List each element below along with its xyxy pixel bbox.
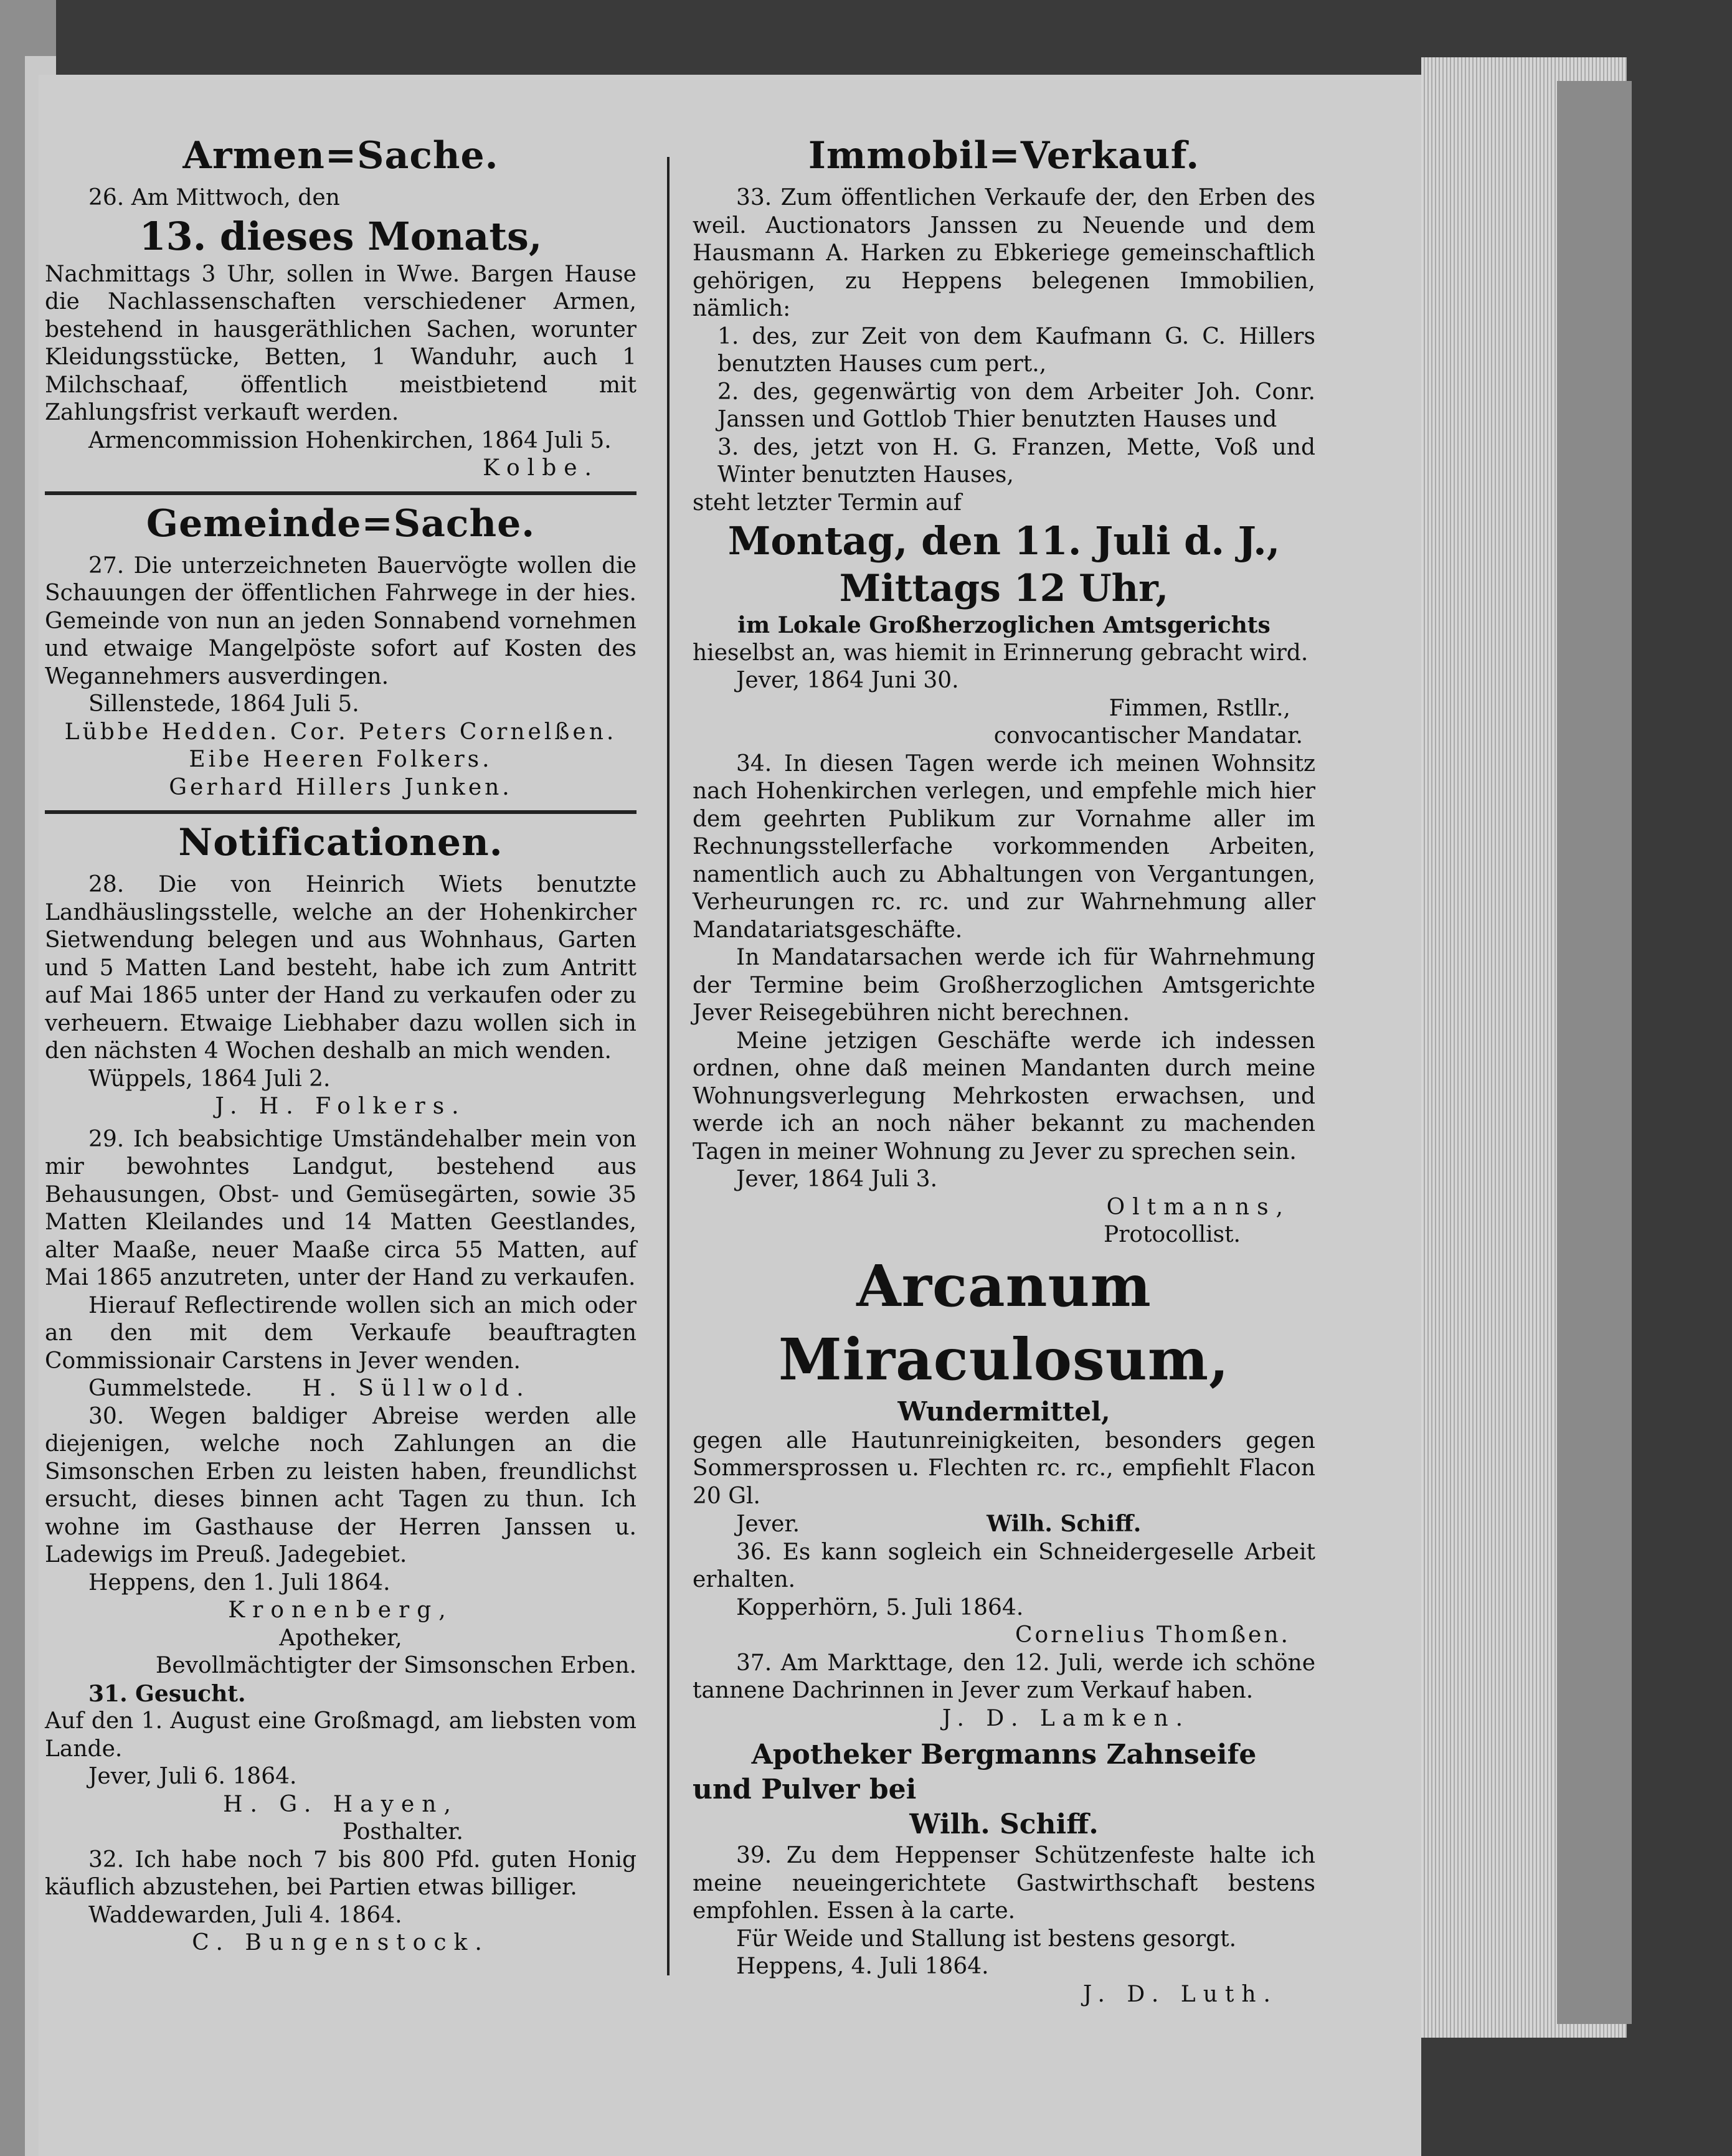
immobil-item3: 3. des, jetzt von H. G. Franzen, Mette, Voß und Winter benutzten Hauses, — [717, 434, 1315, 488]
section-arcanum — [693, 1249, 1315, 1539]
section-armen — [45, 132, 636, 483]
notice-29: 29. Ich beabsichtige Umständehalber mein von mir bewohntes Landgut, bestehend aus Behausungen, Obst- und Gemüsegärten, sowie 35 Matten Kleilandes und 14 Matten Geestlandes, alter Maaße, neuer Maaße circa 55 Matten, auf Mai 1865 anzutreten, unter der Hand zu verkaufen. — [45, 1126, 636, 1290]
gemeinde-place: Sillenstede, 1864 Juli 5. — [88, 691, 359, 717]
immobil-role: convocantischer Mandatar. — [993, 723, 1303, 749]
notice-28-sign: J. H. Folkers. — [215, 1094, 466, 1119]
notice-36-place: Kopperhörn, 5. Juli 1864. — [736, 1594, 1024, 1620]
left-column — [45, 132, 636, 1957]
arcanum-body: gegen alle Hautunreinigkeiten, besonders gegen Sommersprossen u. Flechten rc. rc., empfiehlt Flacon 20 Gl. — [693, 1427, 1315, 1509]
section-apotheker — [693, 1738, 1315, 1842]
notice-31: Auf den 1. August eine Großmagd, am liebsten vom Lande. — [45, 1708, 636, 1762]
armen-body: Nachmittags 3 Uhr, sollen in Wwe. Bargen Hause die Nachlassenschaften verschiedener Armen, bestehend in hausgeräthlichen Sachen, worunter Kleidungsstücke, Betten, 1 Wanduhr, auch 1 Milchschaaf, öffentlich meistbietend mit Zahlungsfrist verkauft werden. — [45, 261, 636, 425]
notice-30-sign: Kronenberg, — [228, 1597, 453, 1623]
notif-heading: Notificationen. — [178, 821, 503, 864]
section-37 — [693, 1650, 1315, 1733]
notice-37: 37. Am Markttage, den 12. Juli, werde ich schöne tannene Dachrinnen in Jever zum Verkauf haben. — [693, 1650, 1315, 1703]
notice-32: 32. Ich habe noch 7 bis 800 Pfd. guten Honig käuflich abzustehen, bei Partien etwas billiger. — [45, 1846, 636, 1900]
column-divider — [667, 157, 670, 1975]
notice-29-b: Hierauf Reflectirende wollen sich an mich oder an den mit dem Verkaufe beauftragten Commissionair Carstens in Jever wenden. — [45, 1292, 636, 1374]
apotheker-line2: und Pulver bei — [693, 1774, 917, 1805]
section-34 — [693, 750, 1315, 1249]
armen-sign: Kolbe. — [483, 455, 599, 481]
notice-30-role2: Bevollmächtigter der Simsonschen Erben. — [155, 1653, 636, 1678]
gemeinde-sign1: Lübbe Hedden. Cor. Peters Cornelßen. — [64, 719, 617, 745]
notice-36: 36. Es kann sogleich ein Schneidergeselle Arbeit erhalten. — [693, 1539, 1315, 1592]
armen-heading: Armen=Sache. — [182, 134, 499, 177]
immobil-date1: Montag, den 11. Juli d. J., — [727, 518, 1280, 564]
notice-32-place: Waddewarden, Juli 4. 1864. — [88, 1902, 402, 1928]
rule — [45, 491, 636, 495]
rule — [45, 810, 636, 814]
arcanum-sub: Wundermittel, — [897, 1396, 1110, 1427]
immobil-place: Jever, 1864 Juni 30. — [736, 668, 959, 693]
notice-29-place: Gummelstede. H. Süllwold. — [88, 1376, 531, 1401]
armen-num: 26. Am Mittwoch, den — [88, 185, 340, 210]
section-39 — [693, 1842, 1315, 2008]
gemeinde-heading: Gemeinde=Sache. — [146, 501, 536, 546]
arcanum-title: Arcanum Miraculosum, — [778, 1252, 1230, 1393]
immobil-lokal: im Lokale Großherzoglichen Amtsgerichts — [737, 612, 1271, 638]
section-immobil — [693, 132, 1315, 750]
immobil-item1: 1. des, zur Zeit von dem Kaufmann G. C. Hillers benutzten Hauses cum pert., — [717, 323, 1315, 377]
notice-30: 30. Wegen baldiger Abreise werden alle diejenigen, welche noch Zahlungen an die Simsonschen Erben zu leisten haben, freundlichst ersucht, dieses binnen acht Tagen zu thun. Ich wohne im Gasthause der Herren Janssen u. Ladewigs im Preuß. Jadegebiet. — [45, 1403, 636, 1567]
gemeinde-sign3: Gerhard Hillers Junken. — [169, 774, 513, 800]
notice-31-sign: H. G. Hayen, — [223, 1791, 458, 1817]
notice-39-b: Für Weide und Stallung ist bestens gesorgt. — [736, 1926, 1237, 1952]
notice-31-role: Posthalter. — [342, 1819, 463, 1845]
notice-30-role1: Apotheker, — [279, 1625, 402, 1651]
notice-37-sign: J. D. Lamken. — [942, 1705, 1191, 1731]
notice-28: 28. Die von Heinrich Wiets benutzte Landhäuslingsstelle, welche an der Hohenkircher Sietwendung belegen und aus Wohnhaus, Garten und 5 Matten Land besteht, habe ich zum Antritt auf Mai 1865 unter der Hand zu verkaufen oder zu verheuern. Etwaige Liebhaber dazu wollen sich in den nächsten 4 Wochen deshalb an mich wenden. — [45, 872, 636, 1064]
immobil-rest: hieselbst an, was hiemit in Erinnerung gebracht wird. — [693, 640, 1308, 666]
notice-31-head: 31. Gesucht. — [88, 1680, 246, 1707]
notice-34-b: In Mandatarsachen werde ich für Wahrnehmung der Termine beim Großherzoglichen Amtsgerichte Jever Reisegebühren nicht berechnen. — [693, 945, 1315, 1026]
immobil-sign: Fimmen, Rstllr., — [1109, 695, 1290, 721]
notice-39-sign: J. D. Luth. — [1082, 1981, 1278, 2007]
section-gemeinde — [45, 500, 636, 802]
immobil-heading: Immobil=Verkauf. — [808, 134, 1200, 177]
gemeinde-sign2: Eibe Heeren Folkers. — [189, 747, 493, 772]
section-36 — [693, 1539, 1315, 1650]
notice-34-role: Protocollist. — [1103, 1222, 1241, 1247]
notice-31-place: Jever, Juli 6. 1864. — [88, 1764, 297, 1789]
immobil-date2: Mittags 12 Uhr, — [839, 567, 1169, 610]
notice-32-sign: C. Bungenstock. — [192, 1930, 490, 1955]
apotheker-sign: Wilh. Schiff. — [909, 1808, 1099, 1840]
immobil-termin: steht letzter Termin auf — [693, 489, 962, 516]
apotheker-line1: Apotheker Bergmanns Zahnseife — [751, 1739, 1257, 1771]
section-notificationen — [45, 819, 636, 1957]
right-column — [693, 132, 1315, 2008]
book-spine-shadow — [1557, 81, 1632, 2024]
notice-34-sign: Oltmanns, — [1106, 1194, 1290, 1220]
notice-34-place: Jever, 1864 Juli 3. — [736, 1166, 938, 1192]
notice-36-sign: Cornelius Thomßen. — [1015, 1622, 1290, 1648]
notice-39-place: Heppens, 4. Juli 1864. — [736, 1954, 989, 1979]
notice-34-c: Meine jetzigen Geschäfte werde ich indessen ordnen, ohne daß meinen Mandanten durch meine Wohnungsverlegung Mehrkosten erwachsen, und werde ich an noch näher bekannt zu machenden Tagen in meiner Wohnung zu Jever zu sprechen sein. — [693, 1028, 1315, 1165]
notice-30-place: Heppens, den 1. Juli 1864. — [88, 1569, 390, 1596]
notice-28-place: Wüppels, 1864 Juli 2. — [88, 1066, 331, 1092]
notice-34-a: 34. In diesen Tagen werde ich meinen Wohnsitz nach Hohenkirchen verlegen, und empfehle mich hier dem geehrten Publikum zur Vornahme aller im Rechnungsstellerfache vorkommenden Arbeiten, namentlich auch zu Abhaltungen von Vergantungen, Verheurungen rc. rc. und zur Wahrnehmung aller Mandatariatsgeschäfte. — [693, 750, 1315, 943]
arcanum-place: Jever. Wilh. Schiff. — [736, 1511, 1142, 1537]
gemeinde-body: 27. Die unterzeichneten Bauervögte wollen die Schauungen der öffentlichen Fahrwege in der hies. Gemeinde von nun an jeden Sonnabend vornehmen und etwaige Mangelpöste sofort auf Kosten des Wegannehmers ausverdingen. — [45, 552, 636, 689]
immobil-intro: 33. Zum öffentlichen Verkaufe der, den Erben des weil. Auctionators Janssen zu Neuende und dem Hausmann A. Harken zu Ebkeriege gemeinschaftlich gehörigen, zu Heppens belegenen Immobilien, nämlich: — [693, 185, 1315, 321]
armen-date: 13. dieses Monats, — [139, 213, 542, 259]
notice-39: 39. Zu dem Heppenser Schützenfeste halte ich meine neueingerichtete Gastwirthschaft bestens empfohlen. Essen à la carte. — [693, 1843, 1315, 1924]
immobil-item2: 2. des, gegenwärtig von dem Arbeiter Joh. Conr. Janssen und Gottlob Thier benutzten Hauses und — [717, 379, 1315, 432]
armen-place: Armencommission Hohenkirchen, 1864 Juli 5. — [88, 427, 612, 453]
